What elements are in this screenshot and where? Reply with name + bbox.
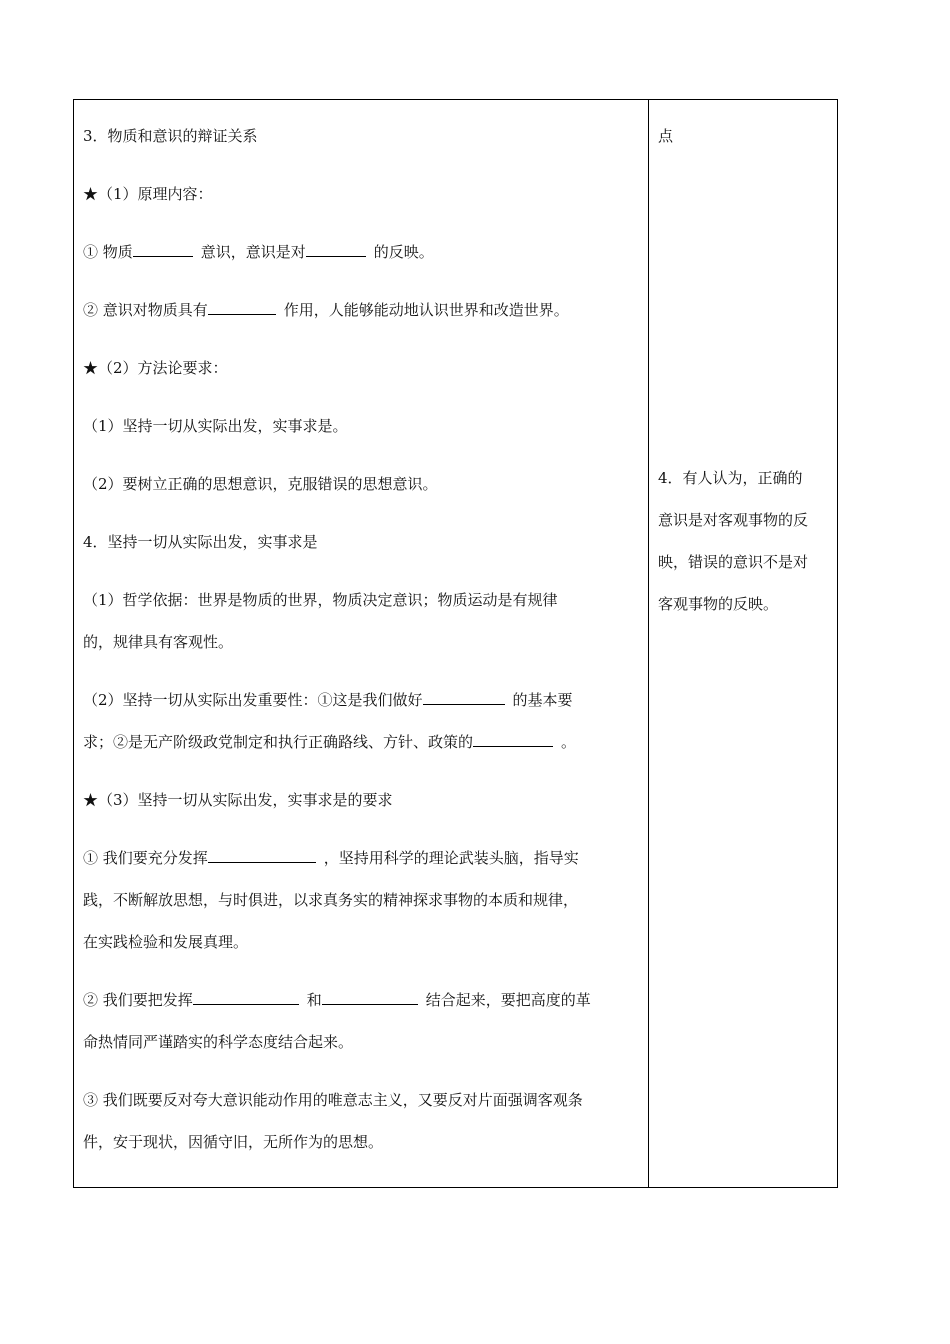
section-4-title: 4．坚持一切从实际出发，实事求是 [83, 533, 318, 551]
principle-item-1-part-b: 意识，意识是对 [200, 243, 306, 261]
basis-line-2: 的，规律具有客观性。 [83, 633, 234, 651]
importance-line-2 [83, 732, 576, 752]
principle-item-1-part-c: 的反映。 [373, 243, 434, 261]
methodology-item-1: （1）坚持一切从实际出发，实事求是。 [83, 417, 348, 435]
section-3-title: 3．物质和意识的辩证关系 [83, 127, 258, 145]
importance-line-1-part-a: （2）坚持一切从实际出发重要性：①这是我们做好 [83, 691, 423, 709]
fill-blank[interactable] [133, 242, 193, 257]
fill-blank[interactable] [208, 848, 316, 863]
importance-line-1 [83, 690, 573, 710]
basis-line-1: （1）哲学依据：世界是物质的世界，物质决定意识；物质运动是有规律 [83, 591, 558, 609]
content-table [73, 99, 838, 1188]
principle-item-1-part-a: ① 物质 [83, 243, 133, 261]
requirement-1-line-2: 践，不断解放思想，与时俱进，以求真务实的精神探求事物的本质和规律， [83, 891, 579, 909]
requirement-2-line-1 [83, 990, 591, 1010]
requirement-3-line-1: ③ 我们既要反对夸大意识能动作用的唯意志主义，又要反对片面强调客观条 [83, 1091, 583, 1109]
importance-line-1-part-b: 的基本要 [512, 691, 573, 709]
requirement-2-part-c: 结合起来，要把高度的革 [425, 991, 591, 1009]
note-line-3: 映，错误的意识不是对 [658, 553, 809, 571]
requirement-1-part-a: ① 我们要充分发挥 [83, 849, 208, 867]
fill-blank[interactable] [306, 242, 366, 257]
requirement-3-line-2: 件，安于现状，因循守旧，无所作为的思想。 [83, 1133, 384, 1151]
requirement-1-line-3: 在实践检验和发展真理。 [83, 933, 249, 951]
note-line-2: 意识是对客观事物的反 [658, 511, 809, 529]
fill-blank[interactable] [423, 690, 505, 705]
fill-blank[interactable] [473, 732, 553, 747]
fill-blank[interactable] [208, 300, 276, 315]
importance-line-2-part-b: 。 [561, 733, 577, 751]
requirement-2-part-a: ② 我们要把发挥 [83, 991, 193, 1009]
principle-item-2-part-a: ② 意识对物质具有 [83, 301, 208, 319]
requirement-2-line-2: 命热情同严谨踏实的科学态度结合起来。 [83, 1033, 354, 1051]
principle-heading: ★（1）原理内容： [83, 185, 213, 203]
note-line-1: 4．有人认为，正确的 [658, 469, 803, 487]
methodology-heading: ★（2）方法论要求： [83, 359, 228, 377]
fill-blank[interactable] [322, 990, 418, 1005]
note-line-4: 客观事物的反映。 [658, 595, 779, 613]
requirement-1-line-1 [83, 848, 579, 868]
requirement-1-part-b: ，坚持用科学的理论武装头脑，指导实 [323, 849, 579, 867]
methodology-item-2: （2）要树立正确的思想意识，克服错误的思想意识。 [83, 475, 438, 493]
importance-line-2-part-a: 求；②是无产阶级政党制定和执行正确路线、方针、政策的 [83, 733, 474, 751]
requirements-heading: ★（3）坚持一切从实际出发，实事求是的要求 [83, 791, 393, 809]
requirement-2-part-b: 和 [306, 991, 322, 1009]
fill-blank[interactable] [193, 990, 299, 1005]
column-divider [648, 100, 649, 1187]
note-top-word: 点 [658, 127, 674, 145]
principle-item-2-part-b: 作用，人能够能动地认识世界和改造世界。 [283, 301, 569, 319]
principle-item-1 [83, 242, 434, 262]
principle-item-2 [83, 300, 569, 320]
